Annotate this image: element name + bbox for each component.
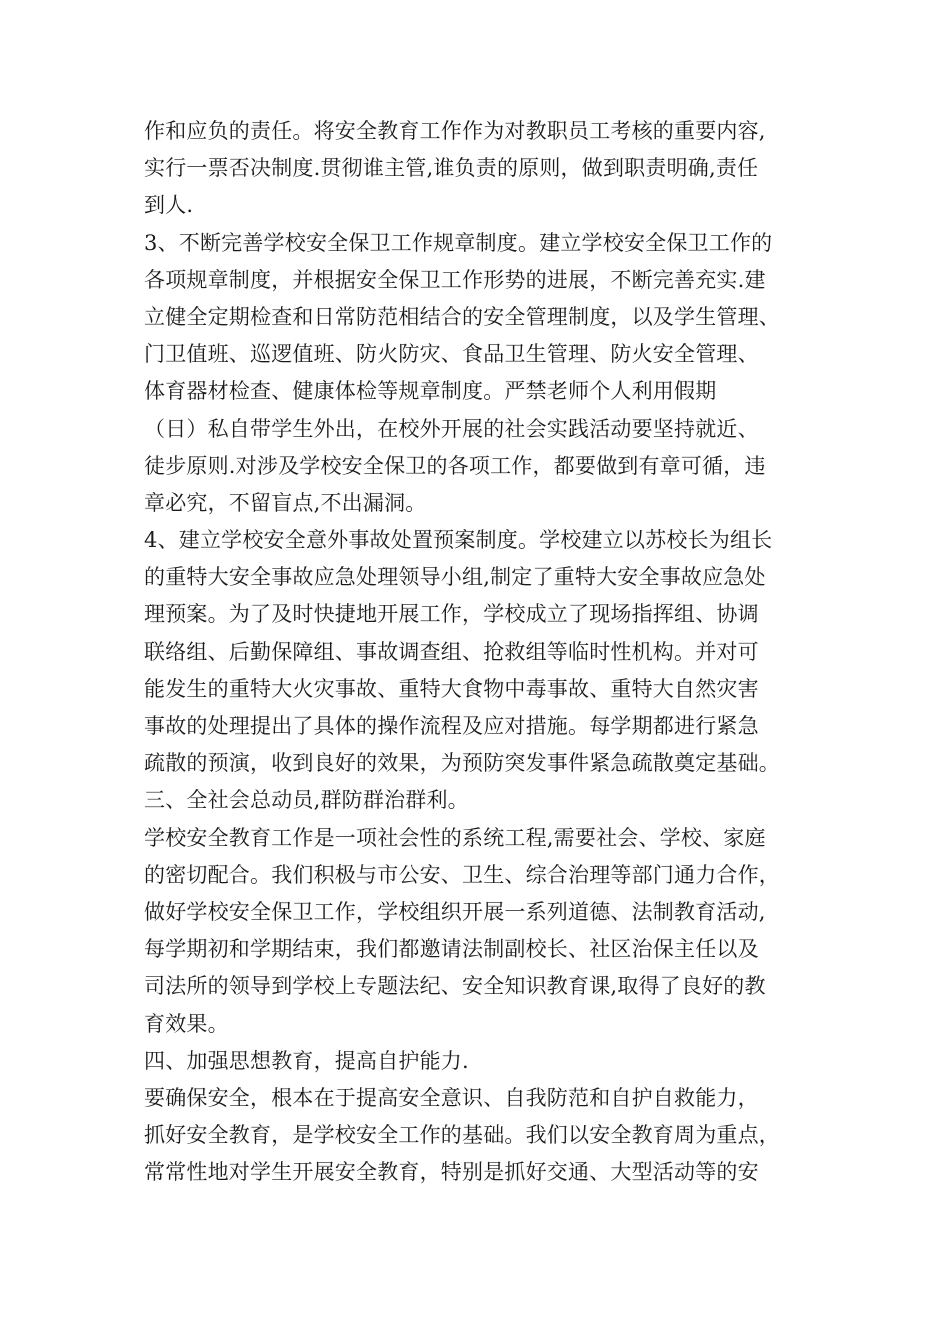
- body-text: [144, 113, 824, 1191]
- section-heading-3: 3、不断完善学校安全保卫工作规章制度。建立学校安全保卫工作的: [144, 230, 773, 255]
- text-line: 司法所的领导到学校上专题法纪、安全知识教育课,取得了良好的教: [144, 974, 766, 999]
- text-line: 事故的处理提出了具体的操作流程及应对措施。每学期都进行紧急: [144, 714, 759, 738]
- text-line: 实行一票否决制度.贯彻谁主管,谁负责的原则，做到职责明确,责任: [144, 156, 759, 181]
- text-line: 徒步原则.对涉及学校安全保卫的各项工作，都要做到有章可循，违: [144, 453, 766, 478]
- text-line: 章必究，不留盲点,不出漏洞。: [144, 490, 427, 515]
- text-line: 能发生的重特大火灾事故、重特大食物中毒事故、重特大自然灾害: [144, 676, 759, 701]
- text-line: 做好学校安全保卫工作，学校组织开展一系列道德、法制教育活动,: [144, 899, 766, 924]
- text-line: 的重特大安全事故应急处理领导小组,制定了重特大安全事故应急处: [144, 565, 766, 590]
- text-line: 疏散的预演，收到良好的效果，为预防突发事件紧急疏散奠定基础。: [144, 751, 780, 776]
- section-heading-three: 三、全社会总动员,群防群治群利。: [144, 788, 469, 813]
- section-heading-4: 4、建立学校安全意外事故处置预案制度。学校建立以苏校长为组长: [144, 528, 773, 553]
- text-line: （日）私自带学生外出，在校外开展的社会实践活动要坚持就近、: [144, 416, 759, 441]
- text-line: 体育器材检查、健康体检等规章制度。严禁老师个人利用假期: [144, 379, 717, 404]
- text-line: 学校安全教育工作是一项社会性的系统工程,需要社会、学校、家庭: [144, 825, 766, 850]
- text-line: 每学期初和学期结束，我们都邀请法制副校长、社区治保主任以及: [144, 937, 759, 962]
- text-line: 要确保安全，根本在于提高安全意识、自我防范和自护自救能力，: [144, 1085, 759, 1110]
- text-line: 立健全定期检查和日常防范相结合的安全管理制度，以及学生管理、: [144, 304, 780, 329]
- text-line: 常常性地对学生开展安全教育，特别是抓好交通、大型活动等的安: [144, 1160, 759, 1185]
- text-line: 作和应负的责任。将安全教育工作作为对教职员工考核的重要内容,: [144, 119, 766, 143]
- text-line: 联络组、后勤保障组、事故调查组、抢救组等临时性机构。并对可: [144, 639, 759, 664]
- section-heading-four: 四、加强思想教育，提高自护能力.: [144, 1048, 469, 1073]
- text-line: 门卫值班、巡逻值班、防火防灾、食品卫生管理、防火安全管理、: [144, 342, 759, 367]
- text-line: 理预案。为了及时快捷地开展工作，学校成立了现场指挥组、协调: [144, 602, 759, 627]
- text-line: 各项规章制度，并根据安全保卫工作形势的进展，不断完善充实.建: [144, 267, 766, 292]
- text-line: 的密切配合。我们积极与市公安、卫生、综合治理等部门通力合作，: [144, 862, 780, 887]
- text-line: 抓好安全教育，是学校安全工作的基础。我们以安全教育周为重点，: [144, 1123, 780, 1148]
- text-line: 育效果。: [144, 1011, 229, 1036]
- text-line: 到人.: [144, 193, 194, 218]
